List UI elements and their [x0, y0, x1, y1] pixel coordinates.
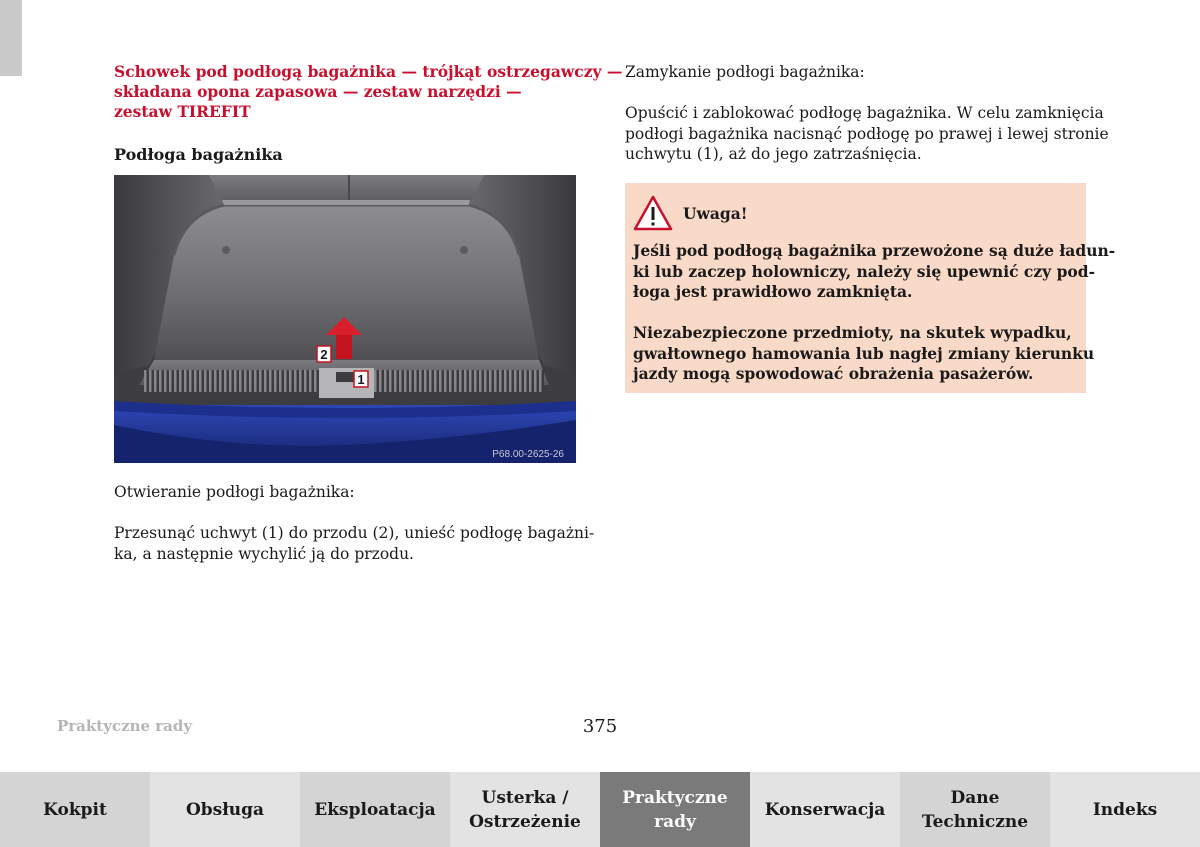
nav-tab-indeks[interactable]	[1050, 772, 1200, 847]
nav-tab-eksploatacja[interactable]	[300, 772, 450, 847]
nav-tab-label: Dane	[950, 787, 1000, 808]
closing-label: Zamykanie podłogi bagażnika:	[625, 63, 865, 81]
callout-2-label: 2	[320, 347, 328, 362]
text-line: Niezabezpieczone przedmioty, na skutek wypadku,	[633, 323, 1072, 342]
nav-tab-usterka-ostrzezenie[interactable]	[450, 772, 600, 847]
text-line: gwałtownego hamowania lub nagłej zmiany kierunku	[633, 343, 1095, 363]
nav-tab-label: Eksploatacja	[314, 799, 436, 820]
text-line: jazdy mogą spowodować obrażenia pasażerów.	[633, 364, 1034, 383]
nav-tab-label: Indeks	[1092, 799, 1158, 820]
nav-tab-obsluga[interactable]	[150, 772, 300, 847]
callout-1-label: 1	[357, 372, 365, 387]
nav-tab-label: Praktyczne	[622, 787, 728, 808]
nav-tab-praktyczne-rady[interactable]	[600, 772, 750, 847]
warning-box	[625, 183, 1116, 393]
closing-steps	[625, 103, 1109, 165]
callout-1	[354, 371, 368, 387]
warning-title: Uwaga!	[683, 203, 748, 223]
opening-steps	[114, 523, 595, 564]
opening-label: Otwieranie podłogi bagażnika:	[114, 483, 355, 501]
section-title	[114, 62, 623, 122]
text-line: ka, a następnie wychylić ją do przodu.	[114, 544, 414, 563]
warning-triangle-icon	[633, 195, 673, 231]
text-line: ki lub zaczep holowniczy, należy się upewnić czy pod-	[633, 261, 1096, 281]
text-line: łoga jest prawidłowo zamknięta.	[633, 282, 913, 301]
text-line: Przesunąć uchwyt (1) do przodu (2), unieść podłogę bagażni-	[114, 524, 595, 542]
footer-section-name: Praktyczne rady	[57, 717, 193, 735]
closing-instructions	[625, 62, 1109, 185]
nav-tab-konserwacja[interactable]	[750, 772, 900, 847]
subheading: Podłoga bagażnika	[114, 145, 283, 164]
text-line: uchwytu (1), aż do jego zatrzaśnięcia.	[625, 145, 922, 163]
nav-tab-label: Kokpit	[43, 799, 107, 820]
trunk-floor-photo	[114, 175, 576, 463]
section-title-line: zestaw TIREFIT	[114, 102, 251, 121]
section-title-line: składana opona zapasowa — zestaw narzędzi —	[114, 82, 522, 101]
text-line: Jeśli pod podłogą bagażnika przewożone są duże ładun-	[633, 241, 1116, 260]
left-column	[114, 62, 623, 165]
warning-body	[633, 241, 1116, 385]
nav-tab-kokpit[interactable]	[0, 772, 150, 847]
nav-tab-label: Obsługa	[185, 799, 265, 820]
figure-code: P68.00-2625-26	[492, 449, 564, 460]
chapter-navigation	[0, 772, 1200, 847]
text-line: podłogi bagażnika nacisnąć podłogę po prawej i lewej stronie	[625, 124, 1109, 143]
warning-header	[633, 195, 1078, 231]
callout-2	[317, 346, 331, 362]
nav-tab-label: Usterka /	[481, 787, 569, 808]
warning-paragraph	[633, 323, 1095, 385]
nav-tab-dane-techniczne[interactable]	[900, 772, 1050, 847]
section-title-line: Schowek pod podłogą bagażnika — trójkąt ostrzegawczy —	[114, 62, 623, 81]
text-line: Opuścić i zablokować podłogę bagażnika. W celu zamknięcia	[625, 104, 1104, 122]
section-marker-tab	[0, 0, 22, 76]
nav-tab-label: Techniczne	[921, 811, 1029, 832]
opening-instructions	[114, 482, 595, 585]
nav-tab-label: rady	[654, 811, 696, 832]
nav-tab-label: Konserwacja	[764, 799, 886, 820]
warning-paragraph	[633, 241, 1116, 303]
page-number: 375	[582, 716, 618, 737]
nav-tab-label: Ostrzeżenie	[469, 811, 581, 832]
